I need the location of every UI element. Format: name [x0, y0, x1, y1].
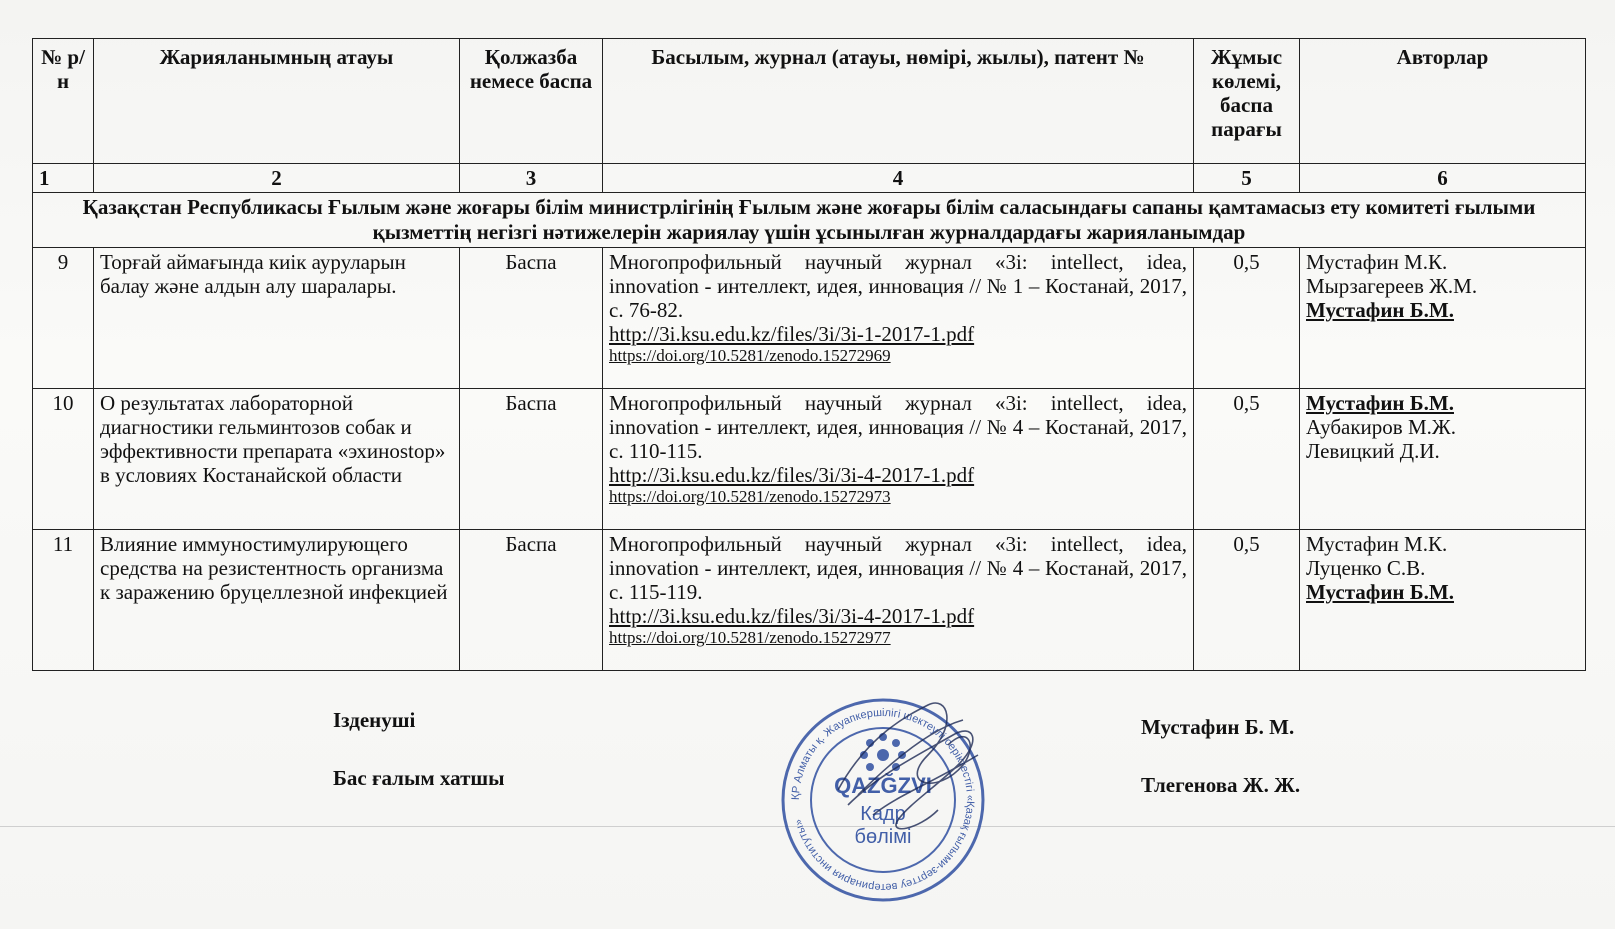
header-volume: Жұмыс көлемі, баспа парағы	[1194, 39, 1300, 164]
publication-text: Многопрофильный научный журнал «3i: intellect, idea, innovation - интеллект, идея, инновация // № 4 – Костанай, 2017, с. 115-119.	[609, 532, 1187, 604]
author: Левицкий Д.И.	[1306, 439, 1440, 463]
row-authors	[1300, 530, 1586, 671]
author: Мырзагереев Ж.М.	[1306, 274, 1478, 298]
stamp-logo-text: QAZĞZVI	[834, 773, 932, 798]
table-row	[33, 248, 1586, 389]
column-number: 2	[94, 164, 460, 193]
row-authors	[1300, 389, 1586, 530]
applicant-name: Мустафин Б. М.	[1141, 715, 1295, 739]
publication-text: Многопрофильный научный журнал «3i: intellect, idea, innovation - интеллект, идея, инновация // № 1 – Костанай, 2017, с. 76-82.	[609, 250, 1187, 322]
row-volume: 0,5	[1194, 389, 1300, 530]
publication-link[interactable]: http://3i.ksu.edu.kz/files/3i/3i-4-2017-1.pdf	[609, 604, 975, 628]
publication-link[interactable]: http://3i.ksu.edu.kz/files/3i/3i-1-2017-1.pdf	[609, 322, 975, 346]
row-number: 11	[33, 530, 94, 671]
column-number: 5	[1194, 164, 1300, 193]
row-type: Баспа	[460, 530, 603, 671]
header-authors: Авторлар	[1300, 39, 1586, 164]
header-manuscript-or-print: Қолжазба немесе баспа	[460, 39, 603, 164]
stamp-ring-text: ҚР Алматы қ. Жауапкершілігі шектеулі серіктестігі «Қазақ ғылыми-зерттеу ветеринария институты»	[789, 706, 977, 894]
publications-table	[32, 38, 1586, 671]
header-title: Жарияланымның атауы	[94, 39, 460, 164]
header-row	[33, 39, 1586, 164]
publication-link[interactable]: http://3i.ksu.edu.kz/files/3i/3i-4-2017-1.pdf	[609, 463, 975, 487]
author-applicant: Мустафин Б.М.	[1306, 580, 1454, 604]
column-number: 4	[603, 164, 1194, 193]
header-number: № р/н	[33, 39, 94, 164]
row-title: Торғай аймағында киік ауруларын балау және алдын алу шаралары.	[94, 248, 460, 389]
section-row	[33, 193, 1586, 248]
secretary-name: Тлегенова Ж. Ж.	[1141, 773, 1301, 797]
table-row	[33, 389, 1586, 530]
author: Мустафин М.К.	[1306, 250, 1448, 274]
header-publication: Басылым, журнал (атауы, нөмірі, жылы), патент №	[603, 39, 1194, 164]
row-number: 9	[33, 248, 94, 389]
applicant-label: Ізденуші	[333, 708, 416, 732]
doi-link[interactable]: https://doi.org/10.5281/zenodo.15272977	[609, 628, 891, 647]
doi-link[interactable]: https://doi.org/10.5281/zenodo.15272973	[609, 487, 891, 506]
column-number: 3	[460, 164, 603, 193]
author: Мустафин М.К.	[1306, 532, 1448, 556]
row-publication	[603, 530, 1194, 671]
section-title: Қазақстан Республикасы Ғылым және жоғары білім министрлігінің Ғылым және жоғары білім саласындағы сапаны қамтамасыз ету комитеті ғылыми қызметтің негізгі нәтижелерін жариялау үшін ұсынылған журналдардағы жарияланымдар	[33, 193, 1586, 248]
row-volume: 0,5	[1194, 248, 1300, 389]
row-type: Баспа	[460, 389, 603, 530]
author-applicant: Мустафин Б.М.	[1306, 391, 1454, 415]
table-row	[33, 530, 1586, 671]
row-type: Баспа	[460, 248, 603, 389]
author: Луценко С.В.	[1306, 556, 1426, 580]
row-volume: 0,5	[1194, 530, 1300, 671]
stamp-line-1: Кадр	[860, 803, 906, 825]
author: Аубакиров М.Ж.	[1306, 415, 1456, 439]
row-publication	[603, 248, 1194, 389]
row-publication	[603, 389, 1194, 530]
column-number: 1	[33, 164, 94, 193]
row-title: Влияние иммуностимулирующего средства на резистентность организма к заражению бруцеллезной инфекцией	[94, 530, 460, 671]
row-title: О результатах лабораторной диагностики гельминтозов собак и эффективности препарата «эхиноstop» в условиях Костанайской области	[94, 389, 460, 530]
publication-text: Многопрофильный научный журнал «3i: intellect, idea, innovation - интеллект, идея, инновация // № 4 – Костанай, 2017, с. 110-115.	[609, 391, 1187, 463]
row-authors	[1300, 248, 1586, 389]
doi-link[interactable]: https://doi.org/10.5281/zenodo.15272969	[609, 346, 891, 365]
author-applicant: Мустафин Б.М.	[1306, 298, 1454, 322]
column-number-row	[33, 164, 1586, 193]
column-number: 6	[1300, 164, 1586, 193]
stamp-line-2: бөлімі	[854, 826, 912, 848]
row-number: 10	[33, 389, 94, 530]
department-stamp	[778, 695, 988, 905]
secretary-label: Бас ғалым хатшы	[333, 766, 505, 790]
